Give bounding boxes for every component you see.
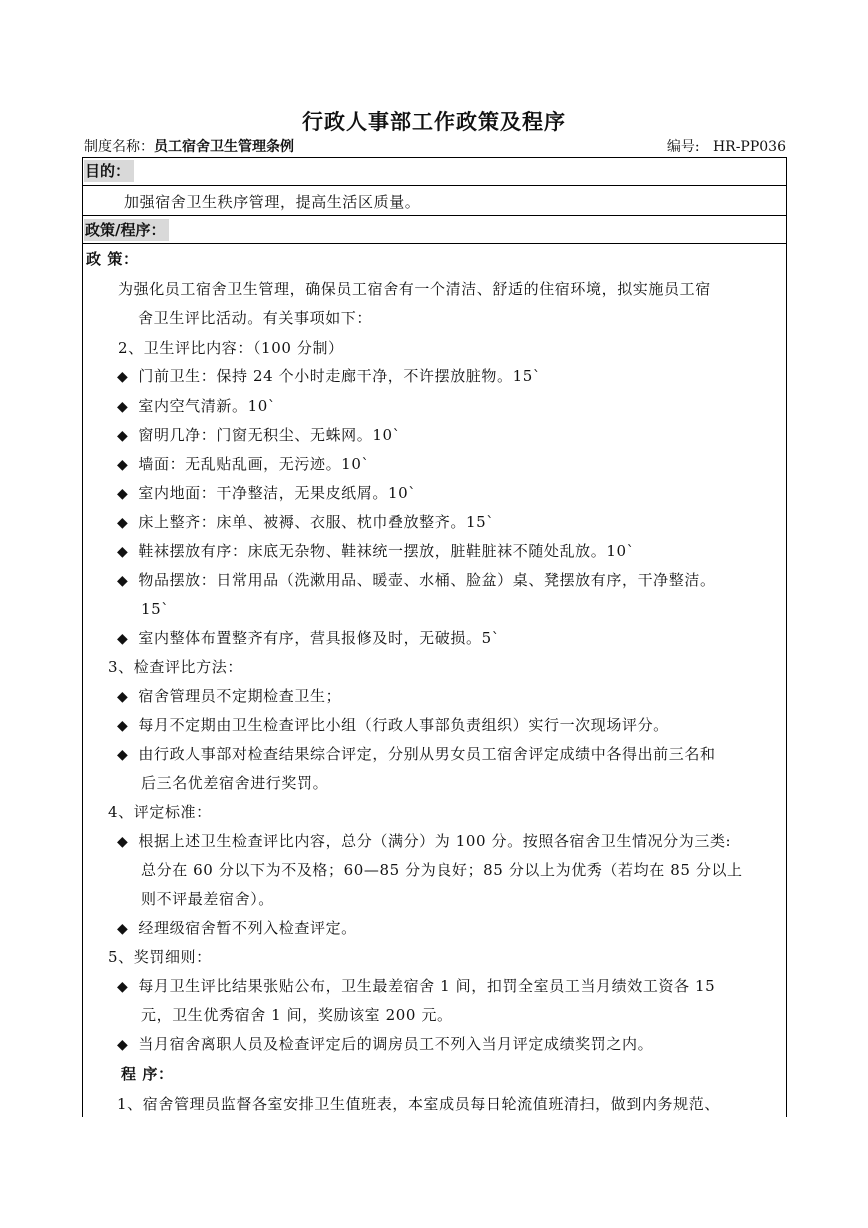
bullet-diamond-icon: ◆ (117, 573, 129, 589)
policy-name-label: 制度名称： (84, 139, 154, 155)
section-heading: 4、评定标准： (108, 803, 212, 821)
section-heading: 2、卫生评比内容：（100 分制） (118, 339, 344, 357)
list-item: ◆ 窗明几净：门窗无积尘、无蛛网。10` (117, 426, 401, 444)
procedure-subheading: 程 序： (121, 1065, 174, 1083)
bullet-diamond-icon: ◆ (117, 457, 129, 473)
bullet-diamond-icon: ◆ (117, 689, 129, 705)
bullet-diamond-icon: ◆ (117, 921, 129, 937)
policy-intro-line: 舍卫生评比活动。有关事项如下： (138, 309, 373, 327)
policy-subheading: 政 策： (86, 250, 139, 268)
divider (82, 185, 787, 186)
list-item: ◆ 由行政人事部对检查结果综合评定，分别从男女员工宿舍评定成绩中各得出前三名和 (117, 745, 716, 763)
list-item-continuation: 则不评最差宿舍）。 (141, 890, 274, 908)
document-meta (84, 136, 786, 156)
bullet-diamond-icon: ◆ (117, 979, 129, 995)
bullet-diamond-icon: ◆ (117, 428, 129, 444)
list-item: ◆ 每月卫生评比结果张贴公布，卫生最差宿舍 1 间，扣罚全室员工当月绩效工资各 15 (117, 977, 716, 995)
policy-code-label: 编号: (666, 139, 700, 155)
list-item: ◆ 宿舍管理员不定期检查卫生； (117, 687, 342, 705)
bullet-diamond-icon: ◆ (117, 1037, 129, 1053)
list-item-continuation: 元，卫生优秀宿舍 1 间，奖励该室 200 元。 (141, 1006, 453, 1024)
policy-intro-line: 为强化员工宿舍卫生管理，确保员工宿舍有一个清洁、舒适的住宿环境，拟实施员工宿 (118, 280, 711, 298)
bullet-diamond-icon: ◆ (117, 834, 129, 850)
document-title: 行政人事部工作政策及程序 (302, 109, 566, 134)
list-item: ◆ 门前卫生：保持 24 个小时走廊干净，不许摆放脏物。15` (117, 367, 541, 385)
purpose-heading: 目的： (84, 160, 134, 182)
list-item: ◆ 室内整体布置整齐有序，营具报修及时，无破损。5` (117, 629, 500, 647)
list-item-continuation: 15` (141, 600, 170, 618)
list-item: ◆ 床上整齐：床单、被褥、衣服、枕巾叠放整齐。15` (117, 513, 495, 531)
bullet-diamond-icon: ◆ (117, 631, 129, 647)
list-item: ◆ 物品摆放：日常用品（洗漱用品、暖壶、水桶、脸盆）桌、凳摆放有序，干净整洁。 (117, 571, 716, 589)
list-item: ◆ 每月不定期由卫生检查评比小组（行政人事部负责组织）实行一次现场评分。 (117, 716, 669, 734)
policy-procedure-heading: 政策/程序： (84, 219, 169, 241)
bullet-diamond-icon: ◆ (117, 718, 129, 734)
purpose-text: 加强宿舍卫生秩序管理，提高生活区质量。 (124, 193, 421, 211)
bullet-diamond-icon: ◆ (117, 747, 129, 763)
list-item-continuation: 总分在 60 分以下为不及格；60—85 分为良好；85 分以上为优秀（若均在 85 分以上 (141, 861, 743, 879)
bullet-diamond-icon: ◆ (117, 544, 129, 560)
bullet-diamond-icon: ◆ (117, 486, 129, 502)
section-heading: 3、检查评比方法： (108, 658, 243, 676)
divider (82, 243, 787, 244)
policy-code (667, 136, 786, 156)
bullet-diamond-icon: ◆ (117, 515, 129, 531)
procedure-line: 1、宿舍管理员监督各室安排卫生值班表，本室成员每日轮流值班清扫，做到内务规范、 (117, 1095, 720, 1113)
list-item: ◆ 根据上述卫生检查评比内容，总分（满分）为 100 分。按照各宿舍卫生情况分为三类: (117, 832, 732, 850)
list-item: ◆ 鞋袜摆放有序：床底无杂物、鞋袜统一摆放，脏鞋脏袜不随处乱放。10` (117, 542, 635, 560)
bullet-diamond-icon: ◆ (117, 399, 129, 415)
list-item: ◆ 室内空气清新。10` (117, 397, 276, 415)
policy-name (84, 136, 294, 156)
section-heading: 5、奖罚细则： (108, 948, 212, 966)
divider (82, 215, 787, 216)
policy-name-value: 员工宿舍卫生管理条例 (154, 139, 294, 155)
bullet-diamond-icon: ◆ (117, 369, 129, 385)
list-item: ◆ 当月宿舍离职人员及检查评定后的调房员工不列入当月评定成绩奖罚之内。 (117, 1035, 654, 1053)
list-item: ◆ 经理级宿舍暂不列入检查评定。 (117, 919, 357, 937)
list-item: ◆ 室内地面：干净整洁，无果皮纸屑。10` (117, 484, 417, 502)
list-item: ◆ 墙面：无乱贴乱画，无污迹。10` (117, 455, 370, 473)
list-item-continuation: 后三名优差宿舍进行奖罚。 (141, 774, 329, 792)
policy-code-value: HR-PP036 (712, 139, 786, 155)
